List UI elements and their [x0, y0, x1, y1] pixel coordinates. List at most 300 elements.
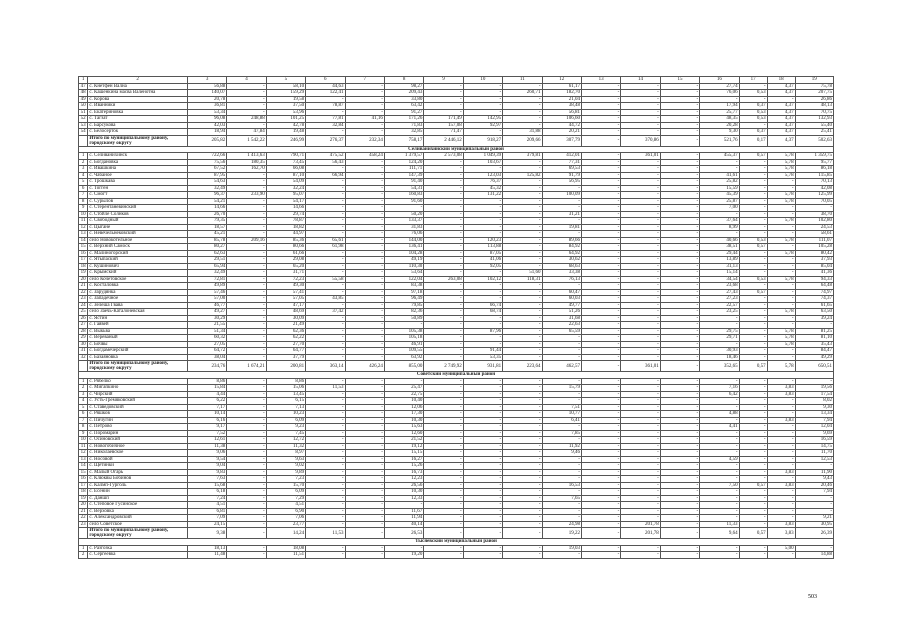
value-cell: 5,00: [767, 545, 795, 552]
value-cell: 87,95: [187, 172, 226, 179]
value-cell: 13,89: [700, 257, 739, 264]
value-cell: -: [660, 129, 699, 136]
value-cell: 20,28: [700, 122, 739, 129]
value-cell: -: [660, 335, 699, 342]
value-cell: -: [542, 437, 581, 444]
value-cell: -: [660, 354, 699, 361]
value-cell: 29,74: [266, 211, 305, 218]
value-cell: -: [503, 437, 542, 444]
value-cell: -: [306, 348, 345, 355]
value-cell: -: [345, 348, 384, 355]
row-number-cell: 15: [79, 244, 88, 251]
value-cell: 855,00: [384, 361, 423, 372]
value-cell: -: [503, 224, 542, 231]
value-cell: -: [660, 135, 699, 146]
value-cell: -: [660, 385, 699, 392]
value-cell: -: [424, 309, 463, 316]
value-cell: 200,81: [266, 361, 305, 372]
value-cell: 42,03: [187, 122, 226, 129]
value-cell: 63,50: [795, 309, 833, 316]
value-cell: -: [463, 322, 502, 329]
settlement-name-cell: с. Осиновский: [88, 437, 188, 444]
settlement-name-cell: с. Чабаное: [88, 172, 188, 179]
value-cell: -: [227, 96, 266, 103]
value-cell: 76,37: [463, 179, 502, 186]
row-number-cell: 11: [79, 443, 88, 450]
value-cell: 9,04: [187, 463, 226, 470]
value-cell: 10,77: [542, 411, 581, 418]
value-cell: 361,01: [621, 361, 660, 372]
value-cell: 38,48: [542, 103, 581, 110]
value-cell: -: [767, 302, 795, 309]
value-cell: 4,51: [187, 502, 226, 509]
value-cell: -: [660, 489, 699, 496]
value-cell: -: [621, 83, 660, 90]
row-number-cell: 10: [79, 437, 88, 444]
value-cell: -: [463, 456, 502, 463]
value-cell: -: [345, 109, 384, 116]
value-cell: 92,05: [463, 263, 502, 270]
value-cell: -: [227, 250, 266, 257]
value-cell: 86,18: [795, 166, 833, 173]
value-cell: -: [660, 103, 699, 110]
value-cell: 61,98: [306, 244, 345, 251]
value-cell: 80,66: [266, 244, 305, 251]
row-number-cell: 32: [79, 354, 88, 361]
value-cell: -: [503, 179, 542, 186]
value-cell: -: [621, 502, 660, 509]
value-cell: -: [345, 244, 384, 251]
settlement-name-cell: село Советское: [88, 521, 188, 528]
value-cell: -: [700, 489, 739, 496]
settlement-name-cell: с. Стерентаневинский: [88, 205, 188, 212]
value-cell: 11,92: [542, 443, 581, 450]
value-cell: -: [700, 545, 739, 552]
value-cell: -: [542, 348, 581, 355]
settlement-name-cell: с. Мигапкино: [88, 385, 188, 392]
row-number-cell: 26: [79, 315, 88, 322]
value-cell: -: [621, 90, 660, 97]
row-number-cell: 22: [79, 515, 88, 522]
value-cell: -: [700, 495, 739, 502]
value-cell: 7,45: [266, 430, 305, 437]
value-cell: -: [767, 96, 795, 103]
value-cell: -: [227, 270, 266, 277]
value-cell: -: [581, 508, 620, 515]
value-cell: 144,00: [384, 237, 423, 244]
value-cell: -: [581, 198, 620, 205]
value-cell: -: [581, 463, 620, 470]
row-number-cell: 6: [79, 185, 88, 192]
value-cell: -: [424, 296, 463, 303]
value-cell: -: [621, 103, 660, 110]
value-cell: 0,53: [739, 116, 767, 123]
value-cell: -: [345, 508, 384, 515]
value-cell: 3,83: [767, 469, 795, 476]
value-cell: 147,39: [384, 172, 423, 179]
value-cell: 140,07: [187, 90, 226, 97]
value-cell: 41,16: [345, 116, 384, 123]
value-cell: -: [621, 398, 660, 405]
value-cell: -: [463, 315, 502, 322]
settlement-name-cell: с. Базаяновка: [88, 354, 188, 361]
settlement-name-cell: с. Смогт: [88, 192, 188, 199]
column-header: 2: [88, 77, 188, 84]
value-cell: 9,23: [266, 424, 305, 431]
value-cell: -: [306, 545, 345, 552]
settlement-name-cell: Итого по муниципальному району, городскому округу: [88, 528, 188, 539]
value-cell: 38,51: [700, 244, 739, 251]
value-cell: -: [621, 378, 660, 385]
value-cell: 56,88: [187, 83, 226, 90]
value-cell: 4,51: [266, 502, 305, 509]
value-cell: -: [463, 443, 502, 450]
value-cell: 41,61: [700, 172, 739, 179]
value-cell: 14,66: [266, 205, 305, 212]
value-cell: -: [424, 159, 463, 166]
settlement-name-cell: с. Иванники: [88, 103, 188, 110]
value-cell: -: [581, 528, 620, 539]
value-cell: -: [345, 335, 384, 342]
value-cell: 6,41: [542, 417, 581, 424]
value-cell: 37,50: [266, 103, 305, 110]
column-header: 9: [424, 77, 463, 84]
value-cell: -: [700, 502, 739, 509]
value-cell: -: [424, 450, 463, 457]
value-cell: -: [306, 495, 345, 502]
value-cell: -: [424, 231, 463, 238]
value-cell: -: [503, 385, 542, 392]
value-cell: 7,94: [795, 417, 833, 424]
value-cell: -: [503, 443, 542, 450]
value-cell: -: [503, 489, 542, 496]
value-cell: 131,22: [463, 192, 502, 199]
value-cell: 0,53: [739, 276, 767, 283]
value-cell: -: [767, 476, 795, 483]
value-cell: -: [227, 521, 266, 528]
value-cell: 7,63: [187, 476, 226, 483]
value-cell: 71,47: [424, 129, 463, 136]
value-cell: -: [621, 276, 660, 283]
value-cell: -: [306, 482, 345, 489]
value-cell: -: [581, 424, 620, 431]
value-cell: -: [227, 348, 266, 355]
value-cell: 6,09: [266, 417, 305, 424]
value-cell: -: [795, 378, 833, 385]
value-cell: -: [503, 411, 542, 418]
value-cell: 10,40: [384, 398, 423, 405]
value-cell: -: [581, 404, 620, 411]
value-cell: 458,24: [345, 153, 384, 160]
value-cell: 120,23: [463, 237, 502, 244]
value-cell: 17,30: [384, 411, 423, 418]
row-number-cell: 52: [79, 116, 88, 123]
row-number-cell: 11: [79, 218, 88, 225]
column-header: 3: [187, 77, 226, 84]
value-cell: 0,57: [739, 289, 767, 296]
value-cell: 56,81: [542, 109, 581, 116]
value-cell: -: [700, 96, 739, 103]
value-cell: -: [424, 482, 463, 489]
value-cell: -: [306, 515, 345, 522]
settlement-name-cell: с. Зелеша Гвава: [88, 302, 188, 309]
value-cell: 3,83: [767, 482, 795, 489]
row-number-cell: 6: [79, 411, 88, 418]
value-cell: 45,21: [187, 231, 226, 238]
value-cell: -: [581, 237, 620, 244]
value-cell: 30,95: [795, 521, 833, 528]
value-cell: -: [621, 289, 660, 296]
row-number-cell: 47: [79, 83, 88, 90]
value-cell: -: [227, 335, 266, 342]
value-cell: -: [767, 224, 795, 231]
value-cell: 125,82: [503, 172, 542, 179]
value-cell: -: [739, 552, 767, 559]
value-cell: -: [345, 482, 384, 489]
value-cell: -: [660, 348, 699, 355]
value-cell: 24,15: [187, 521, 226, 528]
row-number-cell: 28: [79, 328, 88, 335]
value-cell: -: [542, 424, 581, 431]
value-cell: -: [739, 404, 767, 411]
value-cell: -: [660, 482, 699, 489]
value-cell: -: [227, 224, 266, 231]
value-cell: -: [621, 411, 660, 418]
value-cell: -: [503, 328, 542, 335]
value-cell: -: [306, 398, 345, 405]
value-cell: -: [581, 489, 620, 496]
value-cell: 180,35: [227, 159, 266, 166]
value-cell: 87,10: [266, 172, 305, 179]
value-cell: 182,70: [542, 90, 581, 97]
value-cell: 72,81: [187, 276, 226, 283]
value-cell: 75,78: [795, 83, 833, 90]
value-cell: -: [581, 257, 620, 264]
value-cell: 68,74: [463, 309, 502, 316]
value-cell: 19,22: [542, 528, 581, 539]
value-cell: -: [463, 198, 502, 205]
settlement-name-cell: с. Петрово: [88, 424, 188, 431]
value-cell: -: [306, 96, 345, 103]
value-cell: 79,85: [384, 302, 423, 309]
value-cell: 17,94: [700, 103, 739, 110]
value-cell: -: [621, 166, 660, 173]
value-cell: -: [767, 263, 795, 270]
row-number-cell: [79, 135, 88, 146]
value-cell: -: [700, 469, 739, 476]
settlement-name-cell: с. Ятыпаский: [88, 257, 188, 264]
value-cell: 58,10: [266, 83, 305, 90]
value-cell: -: [621, 348, 660, 355]
value-cell: 142,95: [463, 116, 502, 123]
value-cell: -: [227, 231, 266, 238]
value-cell: 27,70: [266, 341, 305, 348]
value-cell: 9,06: [187, 450, 226, 457]
value-cell: 18,46: [700, 354, 739, 361]
value-cell: 83,38: [384, 283, 423, 290]
value-cell: 29,75: [700, 328, 739, 335]
value-cell: 4,88: [700, 411, 739, 418]
value-cell: 8,86: [266, 378, 305, 385]
value-cell: -: [542, 391, 581, 398]
value-cell: 5,78: [767, 153, 795, 160]
row-number-cell: 18: [79, 489, 88, 496]
value-cell: 201,78: [621, 528, 660, 539]
value-cell: -: [463, 109, 502, 116]
value-cell: -: [739, 250, 767, 257]
value-cell: -: [660, 552, 699, 559]
value-cell: 91,40: [384, 179, 423, 186]
value-cell: -: [795, 322, 833, 329]
value-cell: -: [345, 276, 384, 283]
value-cell: 25,47: [384, 385, 423, 392]
settlement-name-cell: с. Верхний Самоск: [88, 244, 188, 251]
value-cell: -: [621, 545, 660, 552]
value-cell: 20,21: [542, 129, 581, 136]
value-cell: -: [739, 430, 767, 437]
value-cell: -: [503, 231, 542, 238]
value-cell: -: [424, 205, 463, 212]
value-cell: 7,29: [266, 495, 305, 502]
value-cell: -: [424, 218, 463, 225]
value-cell: 14,66: [187, 205, 226, 212]
value-cell: 64,92: [542, 250, 581, 257]
value-cell: -: [581, 552, 620, 559]
value-cell: 66,94: [306, 172, 345, 179]
row-number-cell: 13: [79, 231, 88, 238]
value-cell: -: [227, 328, 266, 335]
value-cell: -: [581, 443, 620, 450]
value-cell: -: [227, 545, 266, 552]
value-cell: 67,52: [187, 166, 226, 173]
value-cell: 1 379,57: [384, 153, 423, 160]
value-cell: 6,81: [187, 508, 226, 515]
value-cell: -: [227, 378, 266, 385]
value-cell: 76,13: [542, 276, 581, 283]
value-cell: -: [581, 309, 620, 316]
value-cell: -: [660, 166, 699, 173]
row-number-cell: 51: [79, 109, 88, 116]
value-cell: 97,18: [384, 289, 423, 296]
value-cell: -: [345, 502, 384, 509]
settlement-name-cell: с. Богдамечерский: [88, 348, 188, 355]
value-cell: 8,99: [700, 224, 739, 231]
value-cell: -: [581, 335, 620, 342]
value-cell: 115,85: [795, 172, 833, 179]
value-cell: -: [227, 424, 266, 431]
settlement-name-cell: село Новокотельное: [88, 237, 188, 244]
value-cell: -: [767, 552, 795, 559]
value-cell: -: [463, 166, 502, 173]
value-cell: -: [621, 469, 660, 476]
value-cell: 47,17: [266, 302, 305, 309]
value-cell: -: [795, 545, 833, 552]
value-cell: -: [542, 463, 581, 470]
value-cell: 122,41: [306, 90, 345, 97]
value-cell: -: [345, 545, 384, 552]
value-cell: -: [621, 482, 660, 489]
value-cell: -: [463, 502, 502, 509]
value-cell: -: [503, 257, 542, 264]
value-cell: -: [227, 450, 266, 457]
value-cell: -: [767, 270, 795, 277]
value-cell: -: [660, 341, 699, 348]
value-cell: 56,95: [542, 179, 581, 186]
value-cell: -: [384, 205, 423, 212]
value-cell: 9,63: [266, 456, 305, 463]
value-cell: -: [227, 172, 266, 179]
value-cell: -: [581, 411, 620, 418]
value-cell: 233,90: [227, 192, 266, 199]
value-cell: 7,23: [266, 476, 305, 483]
value-cell: 14,75: [795, 443, 833, 450]
value-cell: -: [581, 231, 620, 238]
row-number-cell: 25: [79, 309, 88, 316]
value-cell: -: [542, 335, 581, 342]
value-cell: -: [384, 545, 423, 552]
value-cell: -: [795, 502, 833, 509]
value-cell: -: [700, 315, 739, 322]
value-cell: -: [739, 450, 767, 457]
value-cell: -: [660, 515, 699, 522]
value-cell: -: [503, 430, 542, 437]
value-cell: 79,35: [187, 218, 226, 225]
value-cell: 21,55: [187, 322, 226, 329]
value-cell: 57,41: [266, 289, 305, 296]
value-cell: 0,57: [739, 361, 767, 372]
value-cell: 98,27: [384, 83, 423, 90]
value-cell: -: [306, 302, 345, 309]
value-cell: -: [227, 443, 266, 450]
value-cell: -: [306, 322, 345, 329]
value-cell: 0,53: [739, 109, 767, 116]
column-header: 17: [739, 77, 767, 84]
value-cell: -: [739, 159, 767, 166]
value-cell: -: [503, 116, 542, 123]
value-cell: 95,07: [266, 192, 305, 199]
value-cell: -: [621, 450, 660, 457]
value-cell: 9,46: [542, 450, 581, 457]
value-cell: 40,14: [384, 521, 423, 528]
settlement-name-cell: с. Крымский: [88, 270, 188, 277]
value-cell: -: [621, 456, 660, 463]
value-cell: 5,78: [767, 361, 795, 372]
value-cell: 91,44: [463, 348, 502, 355]
value-cell: -: [463, 129, 502, 136]
value-cell: 43,85: [306, 296, 345, 303]
value-cell: 18,57: [187, 224, 226, 231]
value-cell: -: [581, 315, 620, 322]
column-header: 11: [503, 77, 542, 84]
column-header: 14: [621, 77, 660, 84]
value-cell: 248,88: [227, 116, 266, 123]
value-cell: -: [621, 515, 660, 522]
value-cell: -: [739, 476, 767, 483]
value-cell: -: [767, 495, 795, 502]
value-cell: 7,09: [187, 515, 226, 522]
value-cell: -: [621, 328, 660, 335]
value-cell: 10,30: [384, 417, 423, 424]
value-cell: -: [621, 109, 660, 116]
value-cell: 521,76: [700, 135, 739, 146]
value-cell: 33,80: [384, 96, 423, 103]
value-cell: 26,56: [384, 482, 423, 489]
value-cell: 32,49: [187, 270, 226, 277]
value-cell: -: [739, 463, 767, 470]
settlement-name-cell: с. Сурылов: [88, 198, 188, 205]
value-cell: -: [227, 90, 266, 97]
value-cell: -: [424, 502, 463, 509]
